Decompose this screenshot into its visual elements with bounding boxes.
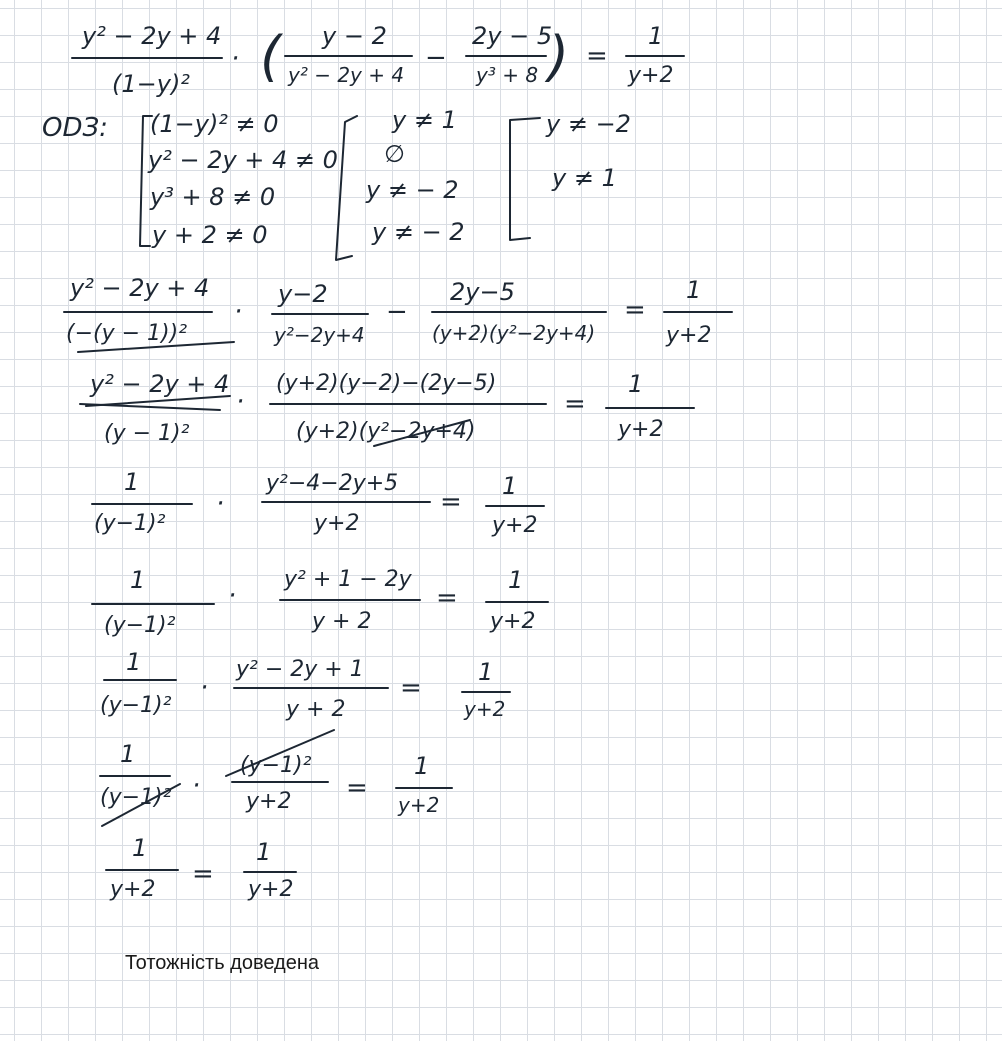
- l3-op-equals: =: [624, 295, 646, 325]
- l5-frac3-den: y+2: [492, 513, 538, 538]
- l4-frac2-num: (y+2)(y−2)−(2y−5): [276, 371, 497, 396]
- l3-frac1-num: y² − 2y + 4: [70, 274, 210, 302]
- l9-frac2-den: y+2: [248, 877, 294, 902]
- l3-op-dot: ·: [234, 297, 243, 327]
- odz-system-2: y² − 2y + 4 ≠ 0: [148, 146, 338, 174]
- l4-frac1-num: y² − 2y + 4: [90, 370, 230, 398]
- odz-step2-2: ∅: [384, 140, 405, 168]
- line-9: [106, 834, 296, 902]
- odz-step2-1: y ≠ 1: [392, 106, 457, 134]
- l9-op-equals: =: [192, 859, 214, 889]
- l5-op-dot: ·: [216, 489, 225, 519]
- l1-frac1-den: (1−y)²: [112, 70, 190, 98]
- line-5: [92, 468, 544, 538]
- l3-frac4-den: y+2: [666, 323, 712, 348]
- l1-op-minus: −: [425, 43, 447, 73]
- odz-label: ODЗ:: [42, 113, 108, 143]
- l1-frac3-num: 2y − 5: [472, 22, 553, 50]
- l1-op-dot: ·: [231, 44, 240, 74]
- l1-frac1-num: y² − 2y + 4: [82, 22, 222, 50]
- l3-frac3-num: 2y−5: [450, 278, 515, 306]
- l1-frac3-den: y³ + 8: [476, 63, 539, 87]
- line-1-original-identity: [72, 22, 684, 98]
- l3-frac2-num: y−2: [278, 280, 328, 308]
- l6-op-dot: ·: [228, 581, 237, 611]
- l7-op-equals: =: [400, 673, 422, 703]
- l8-frac3-num: 1: [414, 752, 430, 780]
- l7-frac2-den: y + 2: [286, 697, 346, 722]
- l1-frac4-num: 1: [648, 22, 664, 50]
- l6-frac1-den: (y−1)²: [104, 613, 176, 638]
- l5-frac2-den: y+2: [314, 511, 360, 536]
- conclusion-text: Тотожність доведена: [125, 952, 320, 974]
- l8-frac1-den: (y−1)²: [100, 785, 172, 810]
- l4-op-equals: =: [564, 389, 586, 419]
- l1-op-equals: =: [586, 41, 608, 71]
- l1-paren-open: (: [260, 25, 282, 88]
- l7-frac3-den: y+2: [464, 697, 506, 721]
- domain-conditions: [42, 106, 631, 260]
- l8-frac2-den: y+2: [246, 789, 292, 814]
- l5-frac1-num: 1: [124, 468, 140, 496]
- odz-system-1: (1−y)² ≠ 0: [150, 110, 279, 138]
- l7-frac3-num: 1: [478, 658, 494, 686]
- l6-frac3-num: 1: [508, 566, 524, 594]
- l3-frac2-den: y²−2y+4: [274, 323, 365, 347]
- l5-op-equals: =: [440, 487, 462, 517]
- l5-frac1-den: (y−1)²: [94, 511, 166, 536]
- odz-system-4: y + 2 ≠ 0: [152, 221, 268, 249]
- l1-frac4-den: y+2: [628, 63, 674, 88]
- l1-frac2-den: y² − 2y + 4: [288, 63, 405, 87]
- l7-op-dot: ·: [200, 673, 209, 703]
- line-7: [100, 648, 510, 722]
- l8-op-dot: ·: [192, 771, 201, 801]
- l8-op-equals: =: [346, 773, 368, 803]
- l4-frac3-num: 1: [628, 370, 644, 398]
- l8-frac2-num: (y−1)²: [240, 753, 312, 778]
- l1-frac2-num: y − 2: [322, 22, 387, 50]
- l3-op-minus: −: [386, 297, 408, 327]
- odz-step3-2: y ≠ 1: [552, 164, 617, 192]
- line-4: [80, 370, 694, 446]
- l9-frac2-num: 1: [256, 838, 272, 866]
- l7-frac2-num: y² − 2y + 1: [236, 657, 364, 682]
- l4-op-dot: ·: [236, 387, 245, 417]
- odz-system-bracket-2: [336, 116, 357, 260]
- l9-frac1-den: y+2: [110, 877, 156, 902]
- l6-frac2-den: y + 2: [312, 609, 372, 634]
- l4-frac2-den: (y+2)(y²−2y+4): [296, 419, 476, 444]
- l8-frac1-num: 1: [120, 740, 136, 768]
- l3-frac4-num: 1: [686, 276, 702, 304]
- l5-frac3-num: 1: [502, 472, 518, 500]
- line-3: [64, 274, 732, 352]
- line-6: [92, 566, 548, 638]
- l4-frac1-den: (y − 1)²: [104, 421, 190, 446]
- l3-frac3-den: (y+2)(y²−2y+4): [432, 321, 596, 345]
- l3-frac1-den: (−(y − 1))²: [66, 321, 188, 346]
- line-8: [100, 730, 452, 826]
- odz-step3-1: y ≠ −2: [546, 110, 631, 138]
- l9-frac1-num: 1: [132, 834, 148, 862]
- l8-frac3-den: y+2: [398, 793, 440, 817]
- l6-frac2-num: y² + 1 − 2y: [284, 567, 412, 592]
- odz-union-bracket: [510, 118, 540, 240]
- l4-frac3-den: y+2: [618, 417, 664, 442]
- l6-frac3-den: y+2: [490, 609, 536, 634]
- l7-frac1-num: 1: [126, 648, 142, 676]
- l6-frac1-num: 1: [130, 566, 146, 594]
- l5-frac2-num: y²−4−2y+5: [266, 471, 399, 496]
- odz-step2-4: y ≠ − 2: [372, 218, 465, 246]
- odz-step2-3: y ≠ − 2: [366, 176, 459, 204]
- l7-frac1-den: (y−1)²: [100, 693, 172, 718]
- odz-system-3: y³ + 8 ≠ 0: [150, 183, 276, 211]
- l1-paren-close: ): [548, 25, 570, 88]
- l6-op-equals: =: [436, 583, 458, 613]
